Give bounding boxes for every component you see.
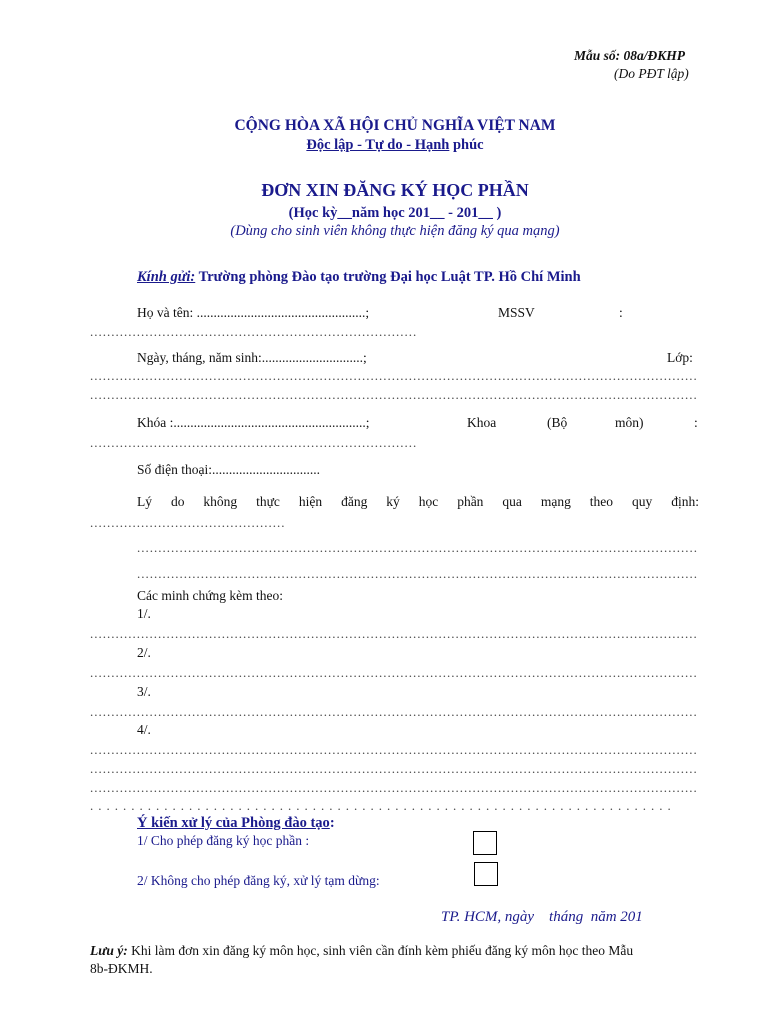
recipient (137, 269, 581, 286)
evidence-line-5[interactable] (90, 761, 698, 777)
option-allow-checkbox[interactable] (473, 831, 497, 855)
motto-tail: phúc (449, 137, 484, 153)
note-line-1 (90, 943, 633, 959)
form-title: ĐƠN XIN ĐĂNG KÝ HỌC PHẦN (261, 180, 529, 200)
reason-word: Lý (137, 494, 152, 509)
course-continuation-line[interactable] (90, 435, 418, 451)
dob-line-2[interactable] (90, 387, 698, 403)
class-label: Lớp: (667, 350, 693, 365)
recipient-text: Trường phòng Đào tạo trường Đại học Luật TP. Hồ Chí Minh (195, 269, 581, 285)
reason-word: theo (589, 494, 614, 509)
usage-note: (Dùng cho sinh viên không thực hiện đăng ký qua mạng) (230, 223, 560, 239)
reason-word: thực (256, 494, 280, 509)
reason-word: do (170, 494, 185, 509)
note-label: Lưu ý: (90, 943, 128, 958)
form-issuer: (Do PĐT lập) (614, 66, 689, 81)
decision-title-text: Ý kiến xử lý của Phòng đào tạo (137, 815, 330, 831)
evidence-item-1: 1/. (137, 606, 151, 621)
date-line: TP. HCM, ngày tháng năm 201 (441, 909, 643, 925)
reason-word: hiện (298, 494, 323, 509)
reason-word: mạng (540, 494, 571, 509)
form-code: Mẫu số: 08a/ĐKHP (574, 48, 686, 63)
evidence-label: Các minh chứng kèm theo: (137, 588, 284, 603)
evidence-item-3: 3/. (137, 684, 151, 699)
faculty-colon: : (694, 415, 698, 430)
phone-field[interactable]: Số điện thoại:................................ (137, 462, 320, 477)
reason-word: định: (671, 494, 699, 509)
evidence-item-2: 2/. (137, 645, 151, 660)
reason-line-3[interactable] (137, 566, 698, 582)
reason-word: đăng (341, 494, 368, 509)
national-motto (0, 137, 768, 154)
evidence-line-4[interactable] (90, 742, 698, 758)
option-deny-label: 2/ Không cho phép đăng ký, xử lý tạm dừng: (137, 873, 380, 888)
reason-line-2[interactable] (137, 540, 698, 556)
evidence-item-4: 4/. (137, 722, 151, 737)
motto-underlined: Độc lập - Tự do - Hạnh (306, 137, 450, 153)
reason-word: học (418, 494, 439, 509)
reason-word: không (203, 494, 238, 509)
reason-word: quy (632, 494, 653, 509)
name-field[interactable]: Họ và tên: ..................................................; (137, 305, 370, 320)
faculty-word-1: Khoa (467, 415, 497, 430)
option-deny-checkbox[interactable] (474, 862, 498, 886)
course-field[interactable]: Khóa :.........................................................; (137, 415, 370, 430)
faculty-word-3: môn) (615, 415, 644, 430)
evidence-line-1[interactable] (90, 626, 698, 642)
reason-word: qua (502, 494, 522, 509)
evidence-line-7[interactable] (90, 798, 672, 814)
mssv-colon: : (619, 305, 623, 320)
decision-title (137, 815, 335, 832)
evidence-line-2[interactable] (90, 665, 698, 681)
dob-line-1[interactable] (90, 368, 698, 384)
faculty-word-2: (Bộ (547, 415, 568, 430)
national-title: CỘNG HÒA XÃ HỘI CHỦ NGHĨA VIỆT NAM (234, 117, 556, 134)
reason-word: phần (457, 494, 484, 509)
evidence-line-6[interactable] (90, 780, 698, 796)
reason-word: ký (386, 494, 400, 509)
evidence-line-3[interactable] (90, 704, 698, 720)
decision-title-colon: : (329, 815, 335, 831)
option-allow-label: 1/ Cho phép đăng ký học phần : (137, 833, 310, 848)
recipient-label: Kính gửi: (137, 269, 196, 285)
name-continuation-line[interactable] (90, 324, 418, 340)
reason-label (137, 494, 699, 510)
dob-field[interactable]: Ngày, tháng, năm sinh:..............................; (137, 350, 367, 365)
note-text-1: Khi làm đơn xin đăng ký môn học, sinh viên cần đính kèm phiếu đăng ký môn học theo Mẫu (127, 943, 634, 958)
reason-line-1[interactable] (90, 515, 285, 531)
semester-line: (Học kỳ__năm học 201__ - 201__ ) (288, 205, 502, 221)
mssv-label: MSSV (498, 305, 535, 320)
note-line-2: 8b-ĐKMH. (90, 961, 153, 976)
